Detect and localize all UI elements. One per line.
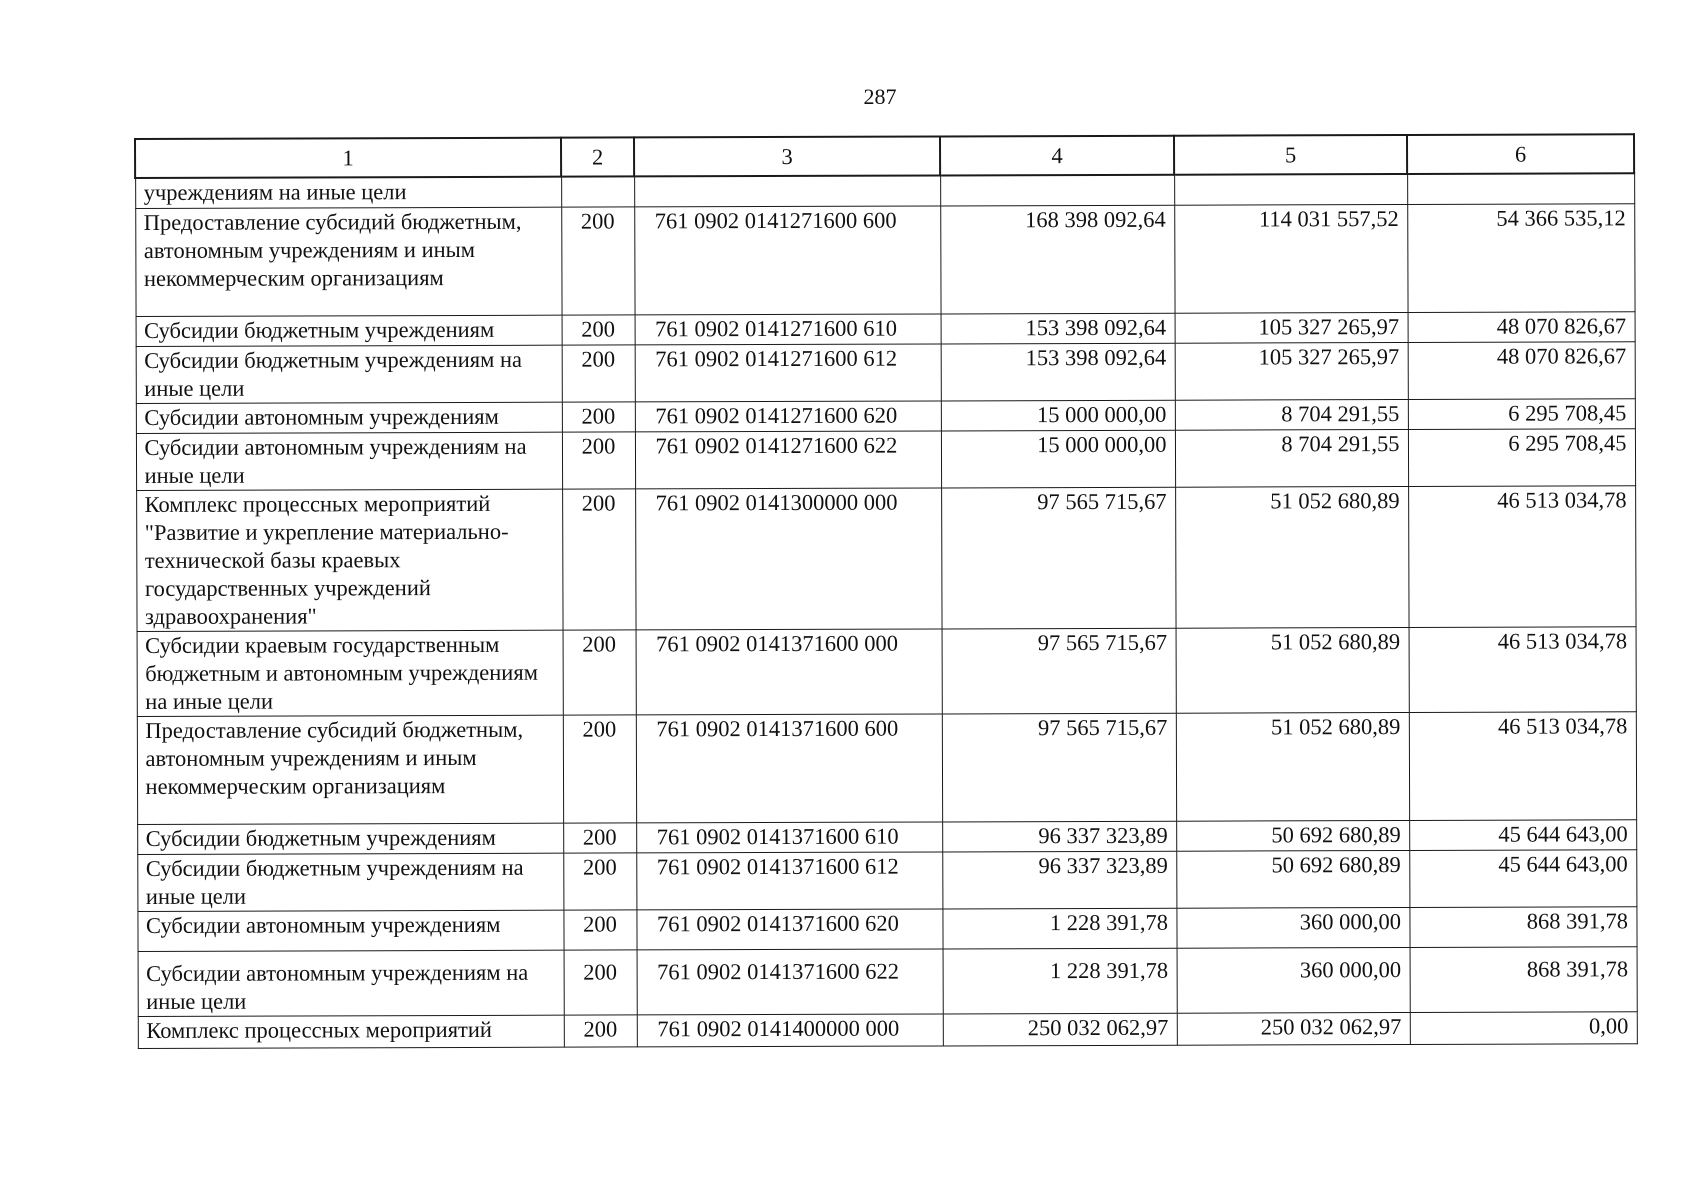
row-executed-amount-cell: 250 032 062,97	[1177, 1012, 1410, 1045]
row-section-cell: 200	[563, 629, 636, 714]
row-remaining-amount-cell: 54 366 535,12	[1407, 203, 1634, 312]
page-number: 287	[863, 84, 897, 109]
row-executed-amount-cell: 51 052 680,89	[1176, 712, 1409, 821]
column-header-1: 1	[135, 138, 561, 178]
row-plan-amount-cell: 250 032 062,97	[943, 1013, 1177, 1046]
row-section-cell: 200	[562, 401, 635, 431]
table-row	[138, 1011, 1637, 1048]
row-plan-amount-cell: 96 337 323,89	[942, 821, 1176, 852]
row-remaining-amount-cell: 45 644 643,00	[1409, 849, 1636, 907]
row-name-cell: Субсидии краевым государственным бюджетным и автономным учреждениям на иные цели	[137, 630, 563, 716]
row-name-cell: Субсидии автономным учреждениям на иные цели	[136, 432, 562, 490]
row-remaining-amount-cell: 46 513 034,78	[1409, 711, 1636, 820]
row-code-cell: 761 0902 0141271600 612	[635, 343, 941, 401]
budget-table	[134, 133, 1638, 1048]
row-code-cell: 761 0902 0141371600 000	[636, 628, 942, 714]
row-name-cell: Комплекс процессных мероприятий "Развитие и укрепление материально-технической базы краевых государственных учреждений здравоохранения"	[136, 489, 562, 631]
row-executed-amount-cell: 8 704 291,55	[1175, 429, 1408, 487]
table-row	[138, 946, 1637, 1016]
row-code-cell: 761 0902 0141371600 610	[636, 821, 942, 852]
row-name-cell: Субсидии автономным учреждениям	[136, 402, 562, 433]
row-plan-amount-cell: 15 000 000,00	[941, 400, 1175, 431]
row-name-cell: Комплекс процессных мероприятий	[138, 1015, 564, 1048]
row-plan-amount-cell: 97 565 715,67	[941, 487, 1175, 629]
row-remaining-amount-cell: 46 513 034,78	[1409, 626, 1636, 712]
row-section-cell: 200	[562, 314, 635, 344]
row-plan-amount-cell: 96 337 323,89	[942, 851, 1176, 909]
row-plan-amount-cell: 153 398 092,64	[941, 313, 1175, 344]
table-row	[136, 341, 1635, 403]
row-executed-amount-cell: 360 000,00	[1176, 907, 1409, 948]
row-plan-amount-cell: 1 228 391,78	[943, 948, 1177, 1014]
row-executed-amount-cell: 50 692 680,89	[1176, 820, 1409, 851]
table-wrapper	[134, 133, 1638, 1048]
row-plan-amount-cell: 1 228 391,78	[942, 908, 1176, 949]
row-code-cell: 761 0902 0141271600 600	[634, 205, 940, 314]
row-plan-amount-cell	[940, 175, 1174, 206]
table-header-row	[135, 134, 1634, 178]
table-row	[135, 203, 1634, 316]
row-plan-amount-cell: 15 000 000,00	[941, 430, 1175, 488]
row-plan-amount-cell: 97 565 715,67	[942, 628, 1176, 714]
row-remaining-amount-cell: 868 391,78	[1409, 906, 1636, 947]
row-remaining-amount-cell: 45 644 643,00	[1409, 819, 1636, 850]
row-section-cell: 200	[563, 852, 636, 909]
row-code-cell	[634, 175, 940, 206]
row-section-cell: 200	[563, 822, 636, 852]
row-remaining-amount-cell: 0,00	[1410, 1011, 1637, 1044]
row-remaining-amount-cell: 48 070 826,67	[1408, 341, 1635, 399]
column-header-2: 2	[561, 137, 634, 176]
row-remaining-amount-cell: 6 295 708,45	[1408, 398, 1635, 429]
row-name-cell: Субсидии автономным учреждениям на иные цели	[138, 950, 564, 1016]
row-code-cell: 761 0902 0141371600 600	[636, 713, 942, 822]
row-section-cell: 200	[564, 949, 637, 1014]
row-name-cell: Предоставление субсидий бюджетным, автономным учреждениям и иным некоммерческим организациям	[137, 715, 563, 824]
row-section-cell: 200	[561, 206, 634, 314]
row-executed-amount-cell: 105 327 265,97	[1175, 312, 1408, 343]
row-code-cell: 761 0902 0141371600 622	[637, 948, 943, 1014]
row-remaining-amount-cell: 48 070 826,67	[1408, 311, 1635, 342]
row-name-cell: Субсидии бюджетным учреждениям	[137, 823, 563, 854]
row-remaining-amount-cell: 868 391,78	[1410, 946, 1637, 1012]
row-executed-amount-cell: 50 692 680,89	[1176, 850, 1409, 908]
row-executed-amount-cell: 51 052 680,89	[1176, 627, 1409, 713]
table-row	[136, 428, 1635, 490]
row-section-cell: 200	[562, 431, 635, 488]
row-section-cell: 200	[562, 344, 635, 401]
row-remaining-amount-cell: 46 513 034,78	[1408, 485, 1635, 627]
table-row	[136, 398, 1635, 433]
row-executed-amount-cell: 105 327 265,97	[1175, 342, 1408, 400]
row-code-cell: 761 0902 0141271600 620	[635, 400, 941, 431]
row-plan-amount-cell: 168 398 092,64	[940, 205, 1174, 314]
column-header-6: 6	[1407, 134, 1634, 174]
row-code-cell: 761 0902 0141371600 612	[636, 851, 942, 909]
row-remaining-amount-cell: 6 295 708,45	[1408, 428, 1635, 486]
row-executed-amount-cell	[1174, 174, 1407, 205]
row-code-cell: 761 0902 0141371600 620	[636, 908, 942, 949]
table-row	[137, 906, 1636, 951]
column-header-3: 3	[634, 136, 940, 176]
row-code-cell: 761 0902 0141300000 000	[635, 487, 941, 629]
table-row	[135, 173, 1634, 208]
table-row	[136, 311, 1635, 346]
row-code-cell: 761 0902 0141271600 622	[635, 430, 941, 488]
table-row	[137, 849, 1636, 911]
column-header-5: 5	[1174, 135, 1407, 175]
row-executed-amount-cell: 8 704 291,55	[1175, 399, 1408, 430]
row-section-cell: 200	[564, 1014, 637, 1046]
row-name-cell: Субсидии бюджетным учреждениям на иные цели	[137, 853, 563, 911]
table-row	[137, 626, 1636, 716]
row-plan-amount-cell: 153 398 092,64	[941, 343, 1175, 401]
row-section-cell: 200	[562, 488, 635, 629]
row-section-cell: 200	[563, 714, 636, 822]
row-name-cell: учреждениям на иные цели	[135, 177, 561, 208]
row-executed-amount-cell: 114 031 557,52	[1174, 204, 1407, 313]
column-header-4: 4	[940, 136, 1174, 176]
table-row	[137, 711, 1636, 824]
row-code-cell: 761 0902 0141400000 000	[637, 1013, 943, 1046]
table-row	[136, 485, 1635, 631]
row-section-cell: 200	[563, 909, 636, 949]
row-plan-amount-cell: 97 565 715,67	[942, 713, 1176, 822]
row-name-cell: Субсидии бюджетным учреждениям	[136, 315, 562, 346]
row-remaining-amount-cell	[1407, 173, 1634, 204]
row-section-cell	[561, 176, 634, 206]
row-code-cell: 761 0902 0141271600 610	[635, 313, 941, 344]
row-executed-amount-cell: 360 000,00	[1177, 947, 1410, 1013]
row-executed-amount-cell: 51 052 680,89	[1175, 486, 1408, 628]
row-name-cell: Предоставление субсидий бюджетным, автономным учреждениям и иным некоммерческим организациям	[135, 207, 561, 316]
table-row	[137, 819, 1636, 854]
row-name-cell: Субсидии автономным учреждениям	[137, 910, 563, 951]
row-name-cell: Субсидии бюджетным учреждениям на иные цели	[136, 345, 562, 403]
